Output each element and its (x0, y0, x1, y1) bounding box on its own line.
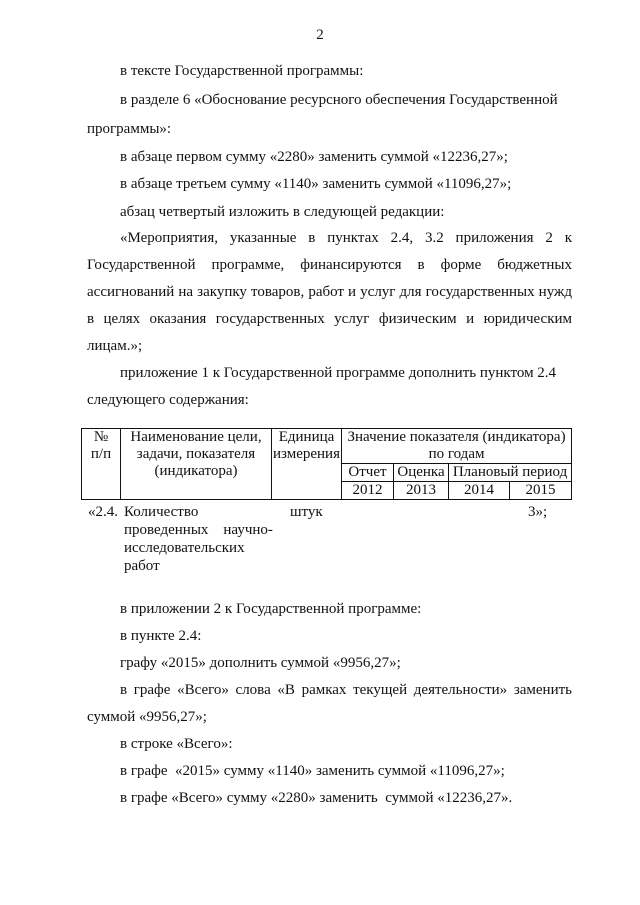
paragraph-column-total-cont: суммой «9956,27»; (87, 709, 207, 725)
paragraph-row-total: в строке «Всего»: (120, 736, 233, 752)
header-number: № п/п (82, 429, 121, 500)
header-unit: Единица измерения (272, 429, 342, 500)
header-year-2014: 2014 (449, 482, 510, 500)
header-plan-period: Плановый период (449, 464, 572, 482)
row-name: Количество проведенных научно- исследовательских работ (124, 504, 273, 574)
row-unit: штук (290, 504, 323, 520)
paragraph-section-6-cont: программы»: (87, 121, 172, 137)
paragraph-column-total: в графе «Всего» слова «В рамках текущей деятельности» заменить (120, 682, 572, 698)
quote-line-4: в целях оказания государственных услуг физическим и юридическим (87, 311, 572, 327)
header-year-2013: 2013 (394, 482, 449, 500)
quote-line-2: Государственной программе, финансируются в форме бюджетных (87, 257, 572, 273)
paragraph-appendix-1-cont: следующего содержания: (87, 392, 249, 408)
paragraph-appendix-1: приложение 1 к Государственной программе дополнить пунктом 2.4 (120, 365, 557, 381)
header-year-2015: 2015 (510, 482, 572, 500)
paragraph-column-2015: графу «2015» дополнить суммой «9956,27»; (120, 655, 401, 671)
header-value: Значение показателя (индикатора) по годам (342, 429, 572, 464)
paragraph-text-program: в тексте Государственной программы: (120, 63, 364, 79)
paragraph-section-6: в разделе 6 «Обоснование ресурсного обеспечения Государственной (120, 92, 558, 108)
paragraph-third-abzac: в абзаце третьем сумму «1140» заменить суммой «11096,27»; (120, 176, 512, 192)
quote-line-1: «Мероприятия, указанные в пунктах 2.4, 3.2 приложения 2 к (120, 230, 572, 246)
paragraph-appendix-2: в приложении 2 к Государственной программе: (120, 601, 422, 617)
paragraph-col-2015-sum: в графе «2015» сумму «1140» заменить суммой «11096,27»; (120, 763, 505, 779)
row-value-2015: 3»; (528, 504, 548, 520)
page-number: 2 (316, 27, 324, 43)
header-year-2012: 2012 (342, 482, 394, 500)
indicator-table (81, 428, 572, 500)
paragraph-fourth-abzac: абзац четвертый изложить в следующей редакции: (120, 204, 445, 220)
paragraph-point-2-4: в пункте 2.4: (120, 628, 202, 644)
paragraph-first-abzac: в абзаце первом сумму «2280» заменить суммой «12236,27»; (120, 149, 508, 165)
row-number: «2.4. (88, 504, 118, 520)
header-report: Отчет (342, 464, 394, 482)
quote-line-3: ассигнований на закупку товаров, работ и услуг для государственных нужд (87, 284, 572, 300)
quote-line-5: лицам.»; (87, 338, 143, 354)
paragraph-col-total-sum: в графе «Всего» сумму «2280» заменить суммой «12236,27». (120, 790, 513, 806)
header-name: Наименование цели, задачи, показателя (индикатора) (121, 429, 272, 500)
header-estimate: Оценка (394, 464, 449, 482)
